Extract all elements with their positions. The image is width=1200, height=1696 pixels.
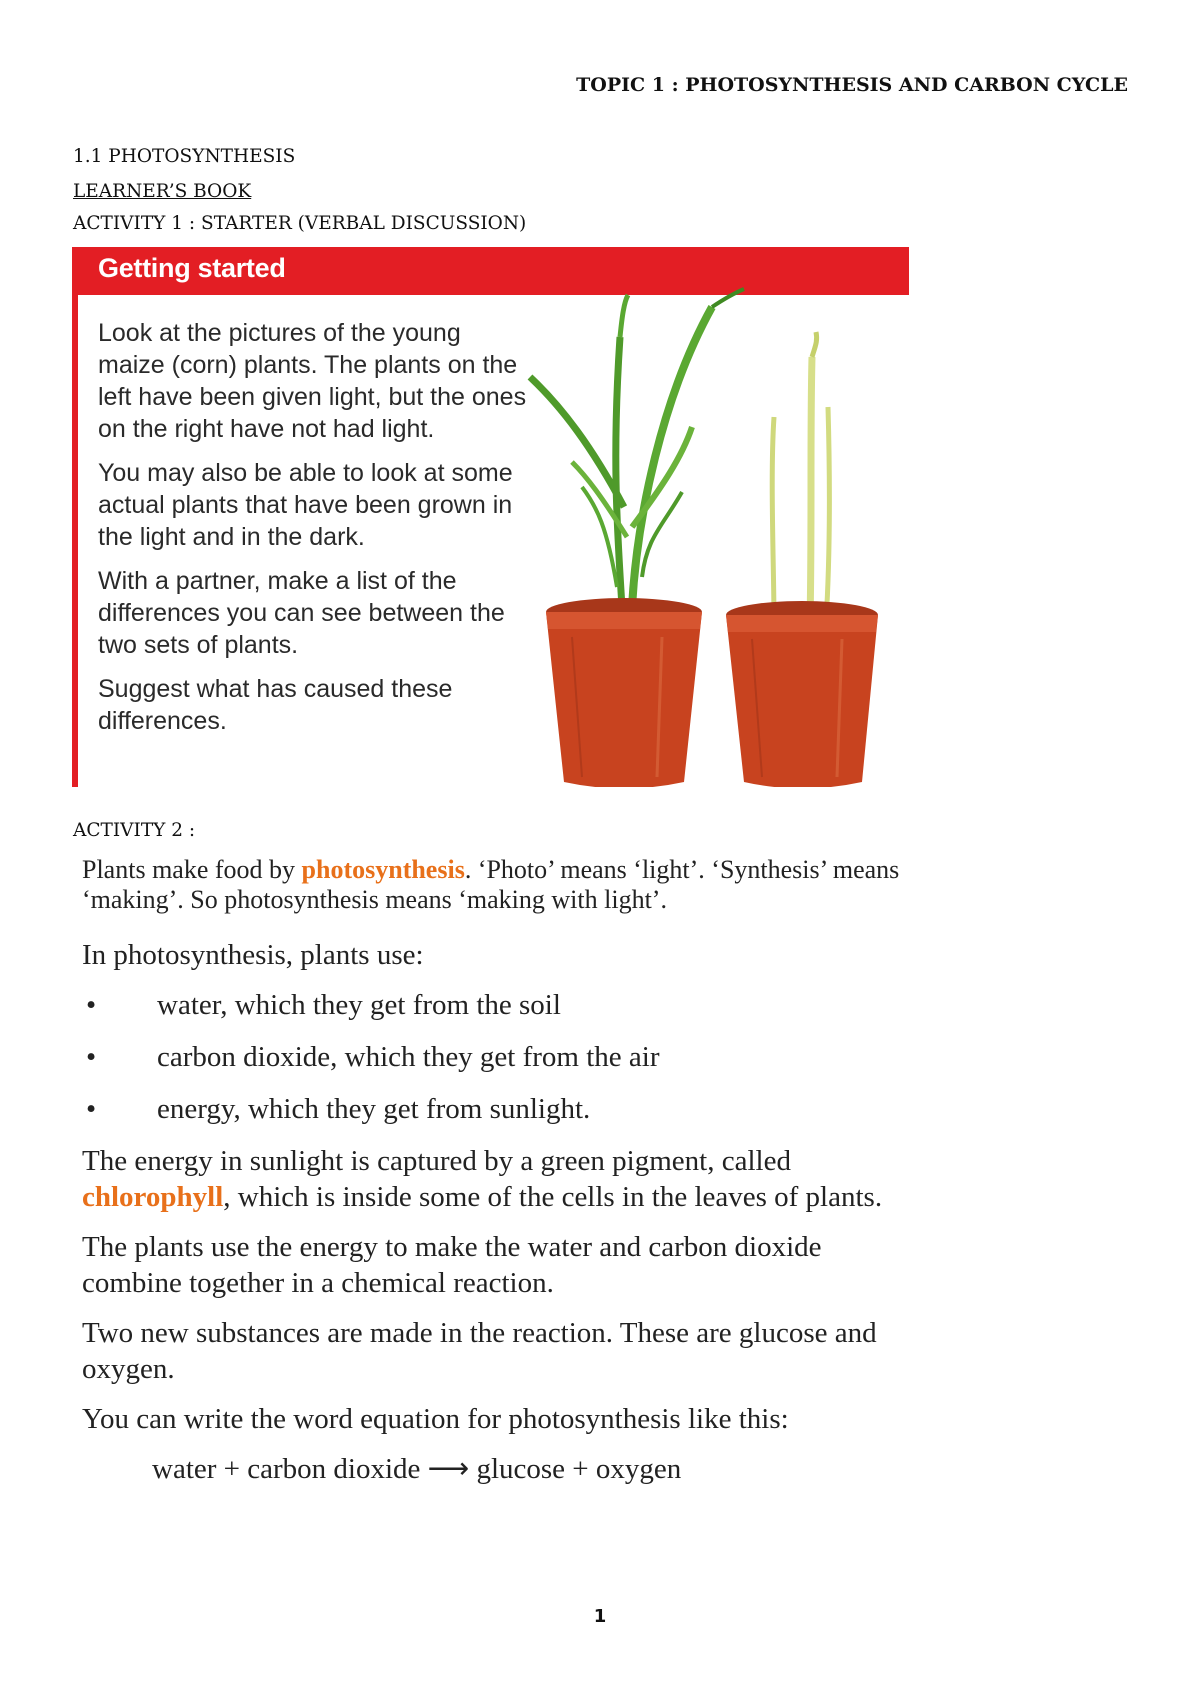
- plant-with-light: [530, 289, 744, 607]
- uses-heading: In photosynthesis, plants use:: [82, 939, 424, 971]
- new-substances-paragraph: Two new substances are made in the reaction. These are glucose and oxygen.: [82, 1317, 877, 1385]
- gs-paragraph: Suggest what has caused these differences.: [98, 675, 453, 735]
- list-item: [82, 1091, 922, 1127]
- activity1-label: ACTIVITY 1 : STARTER (VERBAL DISCUSSION): [73, 213, 527, 234]
- getting-started-text: [98, 317, 528, 749]
- gs-paragraph: With a partner, make a list of the differences you can see between the two sets of plants.: [98, 567, 505, 659]
- page-header-topic: TOPIC 1 : PHOTOSYNTHESIS AND CARBON CYCLE: [576, 74, 1128, 96]
- activity2-content: [82, 855, 922, 1487]
- maize-plants-illustration: [512, 277, 912, 787]
- book-label: LEARNER’S BOOK: [73, 181, 252, 202]
- chloro-text: The energy in sunlight is captured by a green pigment, called: [82, 1145, 791, 1177]
- intro-paragraph: [82, 855, 922, 915]
- keyword-photosynthesis: photosynthesis: [301, 855, 465, 884]
- flower-pot-left: [546, 598, 702, 787]
- list-item-text: water, which they get from the soil: [157, 989, 561, 1021]
- list-item-text: energy, which they get from sunlight.: [157, 1093, 591, 1125]
- list-item: [82, 1039, 922, 1075]
- word-equation: water + carbon dioxide ⟶ glucose + oxygen: [152, 1453, 682, 1485]
- section-title: 1.1 PHOTOSYNTHESIS: [73, 146, 296, 167]
- gs-paragraph: Look at the pictures of the young maize (corn) plants. The plants on the left have been given light, but the ones on the right have not had light.: [98, 319, 527, 443]
- getting-started-left-rule: [72, 295, 78, 787]
- chlorophyll-paragraph: [82, 1143, 922, 1215]
- flower-pot-right: [726, 601, 878, 787]
- bullet: •: [86, 1093, 97, 1125]
- bullet: •: [86, 1041, 97, 1073]
- intro-text-rest: . ‘Photo’ means ‘light’. ‘Synthesis’ means ‘making’. So photosynthesis means ‘making with light’.: [82, 855, 900, 914]
- activity2-label: ACTIVITY 2 :: [73, 820, 196, 841]
- combine-paragraph: The plants use the energy to make the water and carbon dioxide combine together in a chemical reaction.: [82, 1231, 822, 1299]
- page-number: 1: [593, 1606, 607, 1627]
- plant-without-light: [772, 332, 829, 622]
- bullet: •: [86, 989, 97, 1021]
- list-item-text: carbon dioxide, which they get from the air: [157, 1041, 660, 1073]
- list-item: [82, 987, 922, 1023]
- keyword-chlorophyll: chlorophyll: [82, 1181, 224, 1213]
- intro-text: Plants make food by: [82, 855, 302, 884]
- chloro-text-rest: , which is inside some of the cells in the leaves of plants.: [223, 1181, 883, 1213]
- getting-started-title: Getting started: [98, 253, 286, 283]
- uses-list: [82, 987, 922, 1127]
- gs-paragraph: You may also be able to look at some actual plants that have been grown in the light and in the dark.: [98, 459, 513, 551]
- equation-intro: You can write the word equation for photosynthesis like this:: [82, 1403, 789, 1435]
- getting-started-box: [72, 247, 909, 787]
